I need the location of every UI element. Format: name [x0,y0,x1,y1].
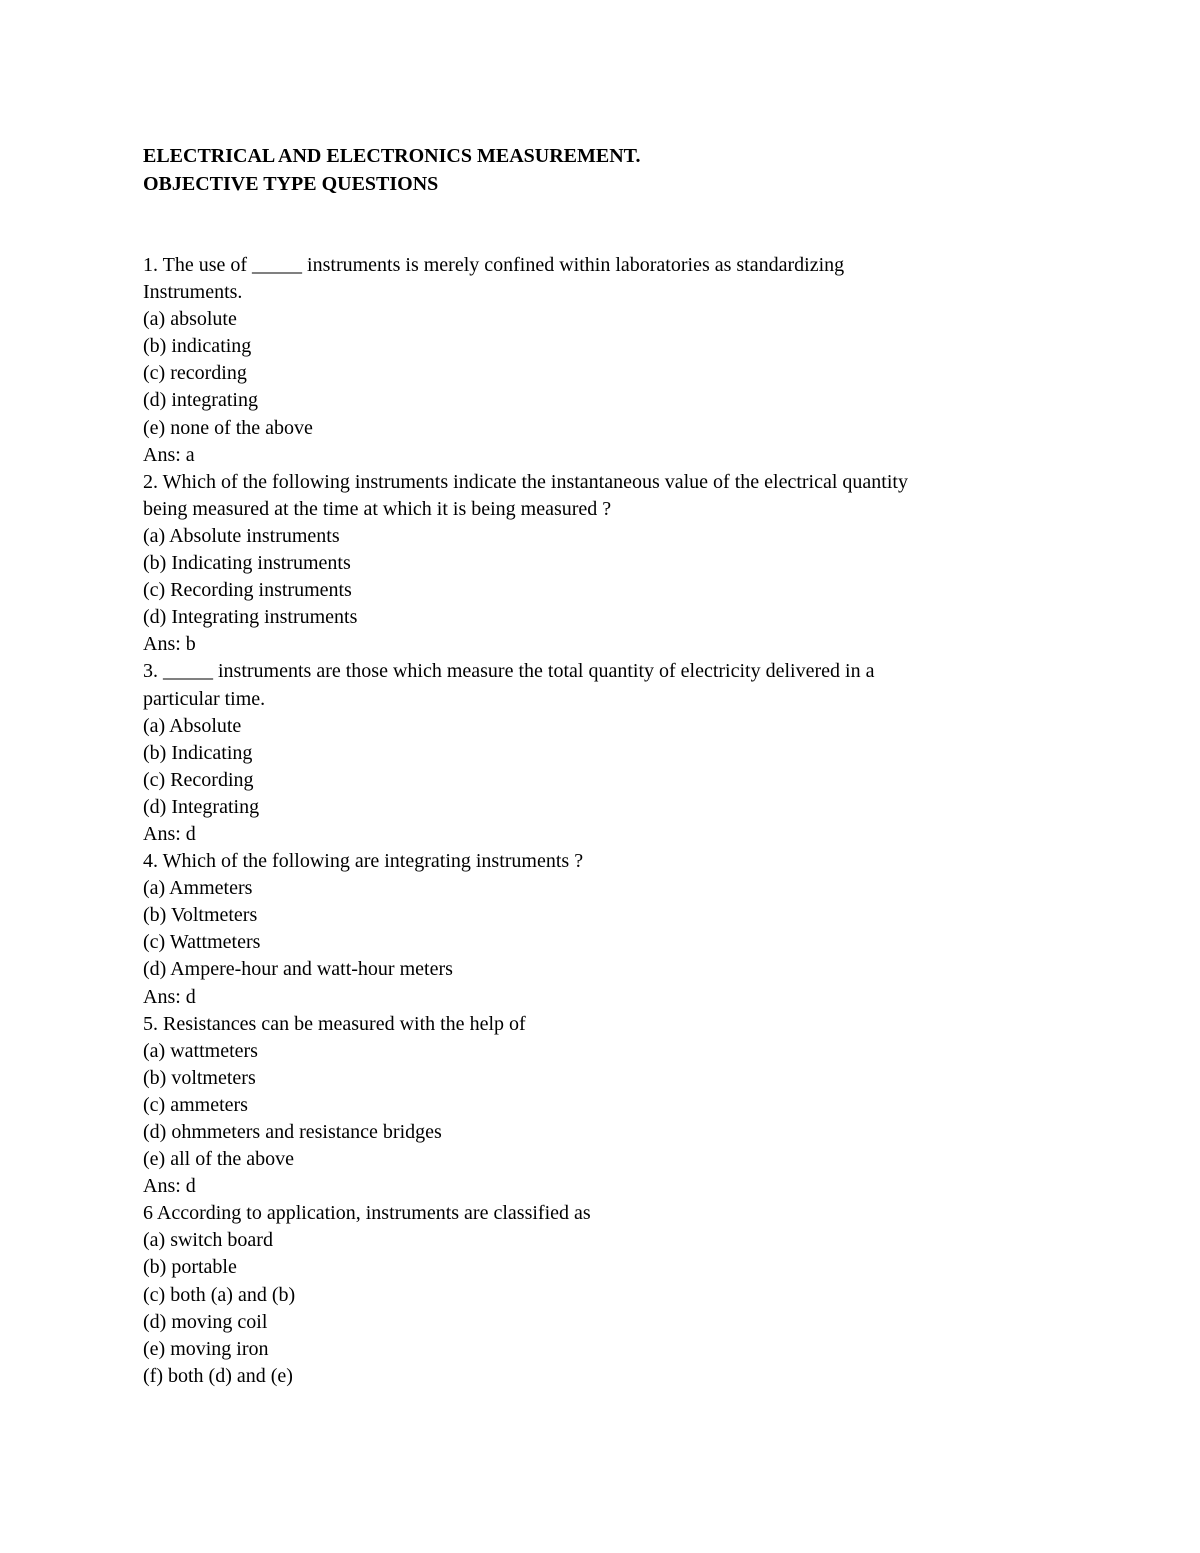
option-c: (c) both (a) and (b) [143,1283,296,1306]
option-b: (b) voltmeters [143,1066,256,1089]
option-a: (a) Absolute [143,714,242,737]
option-b: (b) indicating [143,335,252,358]
answer: Ans: d [143,1175,196,1198]
option-e: (e) none of the above [143,416,313,439]
option-e: (e) all of the above [143,1148,295,1171]
question-stem-continued: Instruments. [143,281,243,304]
option-c: (c) Wattmeters [143,931,261,954]
question-stem-continued: particular time. [143,687,266,710]
answer: Ans: a [143,443,195,466]
option-b: (b) Voltmeters [143,904,258,927]
option-b: (b) Indicating instruments [143,552,351,575]
answer: Ans: d [143,985,196,1008]
option-c: (c) recording [143,362,247,385]
question-4 [143,848,1143,1011]
option-f: (f) both (d) and (e) [143,1364,293,1387]
question-stem: 6 According to application, instruments are classified as [143,1202,591,1225]
option-d: (d) integrating [143,389,258,412]
option-c: (c) ammeters [143,1093,248,1116]
document-subtitle: OBJECTIVE TYPE QUESTIONS [143,173,439,195]
option-c: (c) Recording [143,768,254,791]
option-a: (a) Ammeters [143,877,253,900]
option-a: (a) switch board [143,1229,273,1252]
option-b: (b) portable [143,1256,237,1279]
option-a: (a) Absolute instruments [143,524,340,547]
question-1 [143,252,1143,469]
option-e: (e) moving iron [143,1337,269,1360]
option-b: (b) Indicating [143,741,253,764]
option-c: (c) Recording instruments [143,579,352,602]
option-d: (d) ohmmeters and resistance bridges [143,1121,442,1143]
option-a: (a) absolute [143,308,237,331]
option-d: (d) Integrating instruments [143,606,358,629]
option-d: (d) Ampere-hour and watt-hour meters [143,958,453,981]
question-stem: 1. The use of _____ instruments is merely confined within laboratories as standardizing [143,254,845,276]
answer: Ans: b [143,633,196,656]
option-d: (d) moving coil [143,1310,268,1333]
question-6 [143,1200,1143,1390]
question-stem: 3. _____ instruments are those which measure the total quantity of electricity delivered in a [143,660,875,683]
question-stem: 4. Which of the following are integrating instruments ? [143,850,584,873]
question-stem-continued: being measured at the time at which it is being measured ? [143,497,612,520]
document-page [143,142,1143,1390]
question-2 [143,469,1143,659]
answer: Ans: d [143,822,196,845]
option-a: (a) wattmeters [143,1039,258,1062]
document-title: ELECTRICAL AND ELECTRONICS MEASUREMENT. [143,145,641,167]
question-stem: 2. Which of the following instruments indicate the instantaneous value of the electrical quantity [143,470,908,493]
question-5 [143,1011,1143,1201]
option-d: (d) Integrating [143,795,260,818]
question-3 [143,658,1143,848]
question-stem: 5. Resistances can be measured with the help of [143,1012,526,1035]
